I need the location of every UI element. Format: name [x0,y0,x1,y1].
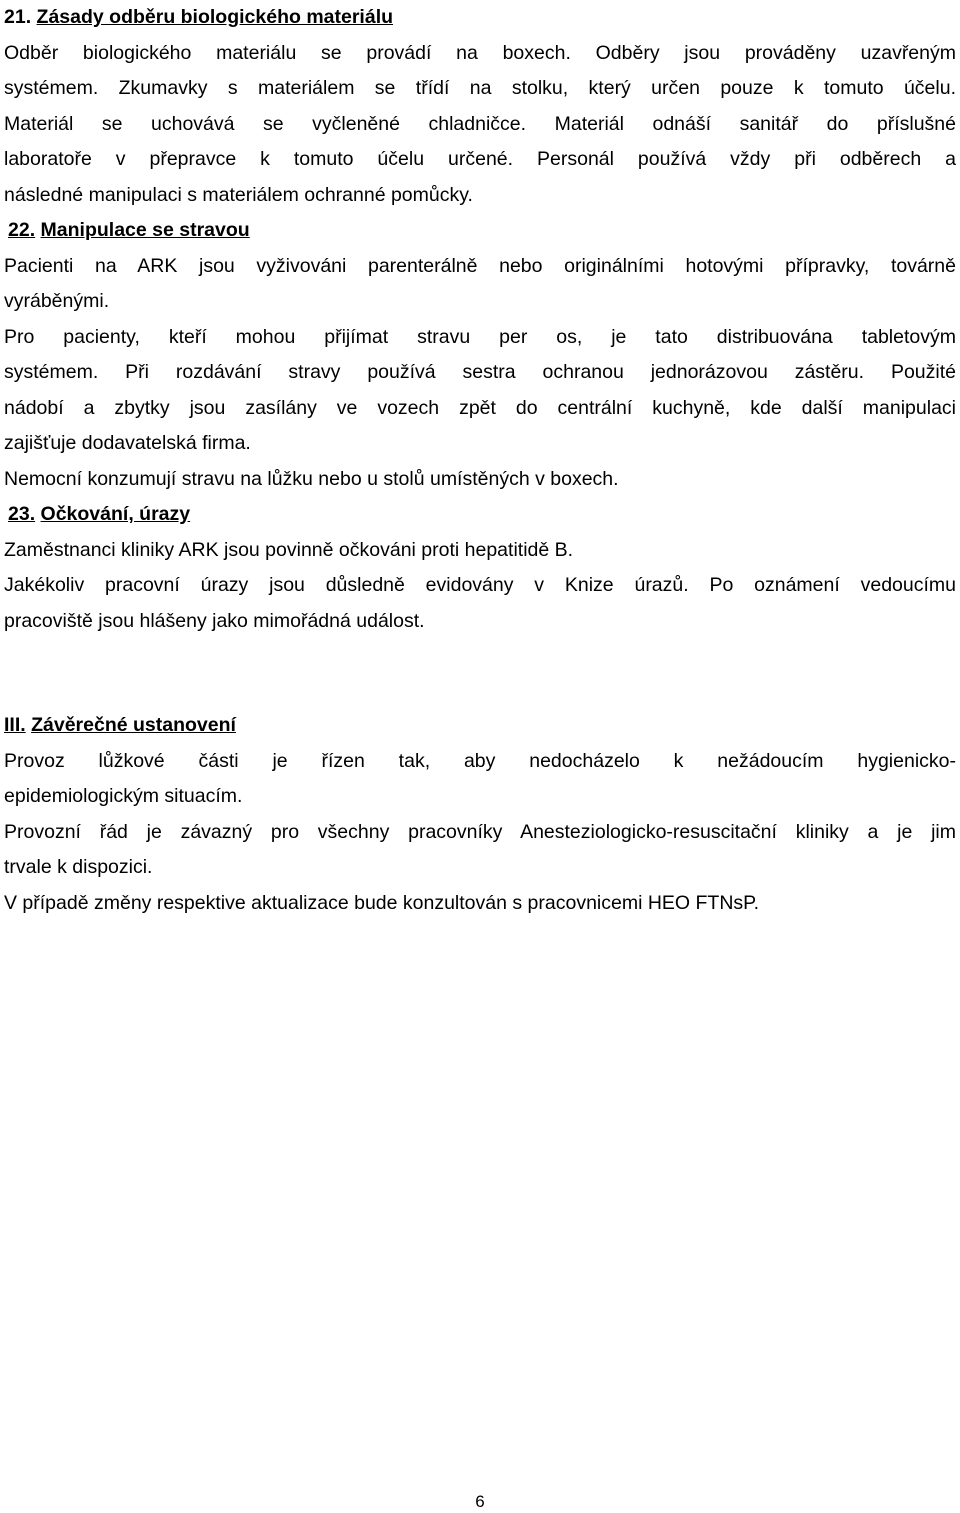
section-22-title: Manipulace se stravou [40,219,250,241]
section-23-title: Očkování, úrazy [40,503,191,525]
section-21-number: 21. [4,6,32,28]
section-22-line-3: Pro pacienty, kteří mohou přijímat stravu per os, je tato distribuována tabletovým [4,325,956,348]
section-22-heading [4,213,956,249]
section-22-number: 22. [8,219,36,241]
section-23-heading [4,497,956,533]
part-3-number: III. [4,714,26,736]
part-3-line-1: Provoz lůžkové části je řízen tak, aby nedocházelo k nežádoucím hygienicko- [4,749,956,772]
part-3-line-3: Provozní řád je závazný pro všechny pracovníky Anesteziologicko-resuscitační kliniky a je jim [4,820,956,843]
section-21-line-3: Materiál se uchovává se vyčleněné chladničce. Materiál odnáší sanitář do příslušné [4,112,956,135]
page-number: 6 [475,1492,485,1511]
section-21-line-2: systémem. Zkumavky s materiálem se třídí na stolku, který určen pouze k tomuto účelu. [4,77,956,99]
section-23-line-1: Zaměstnanci kliniky ARK jsou povinně očkováni proti hepatitidě B. [4,538,574,561]
part-3-title: Závěrečné ustanovení [31,714,236,736]
section-21-heading [4,0,956,36]
part-3-line-5: V případě změny respektive aktualizace bude konzultován s pracovnicemi HEO FTNsP. [4,891,760,914]
section-21-line-1: Odběr biologického materiálu se provádí na boxech. Odběry jsou prováděny uzavřeným [4,41,956,64]
section-22-line-6: zajišťuje dodavatelská firma. [4,432,251,454]
section-23-line-2: Jakékoliv pracovní úrazy jsou důsledně evidovány v Knize úrazů. Po oznámení vedoucímu [4,574,956,596]
section-23-line-3: pracoviště jsou hlášeny jako mimořádná událost. [4,609,425,632]
section-22-line-2: vyráběnými. [4,290,110,312]
part-3-line-4: trvale k dispozici. [4,856,153,878]
section-21-line-4: laboratoře v přepravce k tomuto účelu určené. Personál používá vždy při odběrech a [4,148,956,170]
part-3-heading [4,708,956,744]
document-page [4,0,956,921]
section-22-line-7: Nemocní konzumují stravu na lůžku nebo u stolů umístěných v boxech. [4,467,619,490]
section-21-title: Zásady odběru biologického materiálu [36,6,394,28]
section-22-line-1: Pacienti na ARK jsou vyživováni parenterálně nebo originálními hotovými přípravky, továrně [4,254,956,277]
section-23-number: 23. [8,503,36,525]
part-3-line-2: epidemiologickým situacím. [4,785,243,807]
section-spacer [4,639,956,708]
section-22-line-4: systémem. Při rozdávání stravy používá sestra ochranou jednorázovou zástěru. Použité [4,361,956,383]
section-22-line-5: nádobí a zbytky jsou zasílány ve vozech zpět do centrální kuchyně, kde další manipulaci [4,396,956,419]
section-21-line-5: následné manipulaci s materiálem ochranné pomůcky. [4,183,473,206]
